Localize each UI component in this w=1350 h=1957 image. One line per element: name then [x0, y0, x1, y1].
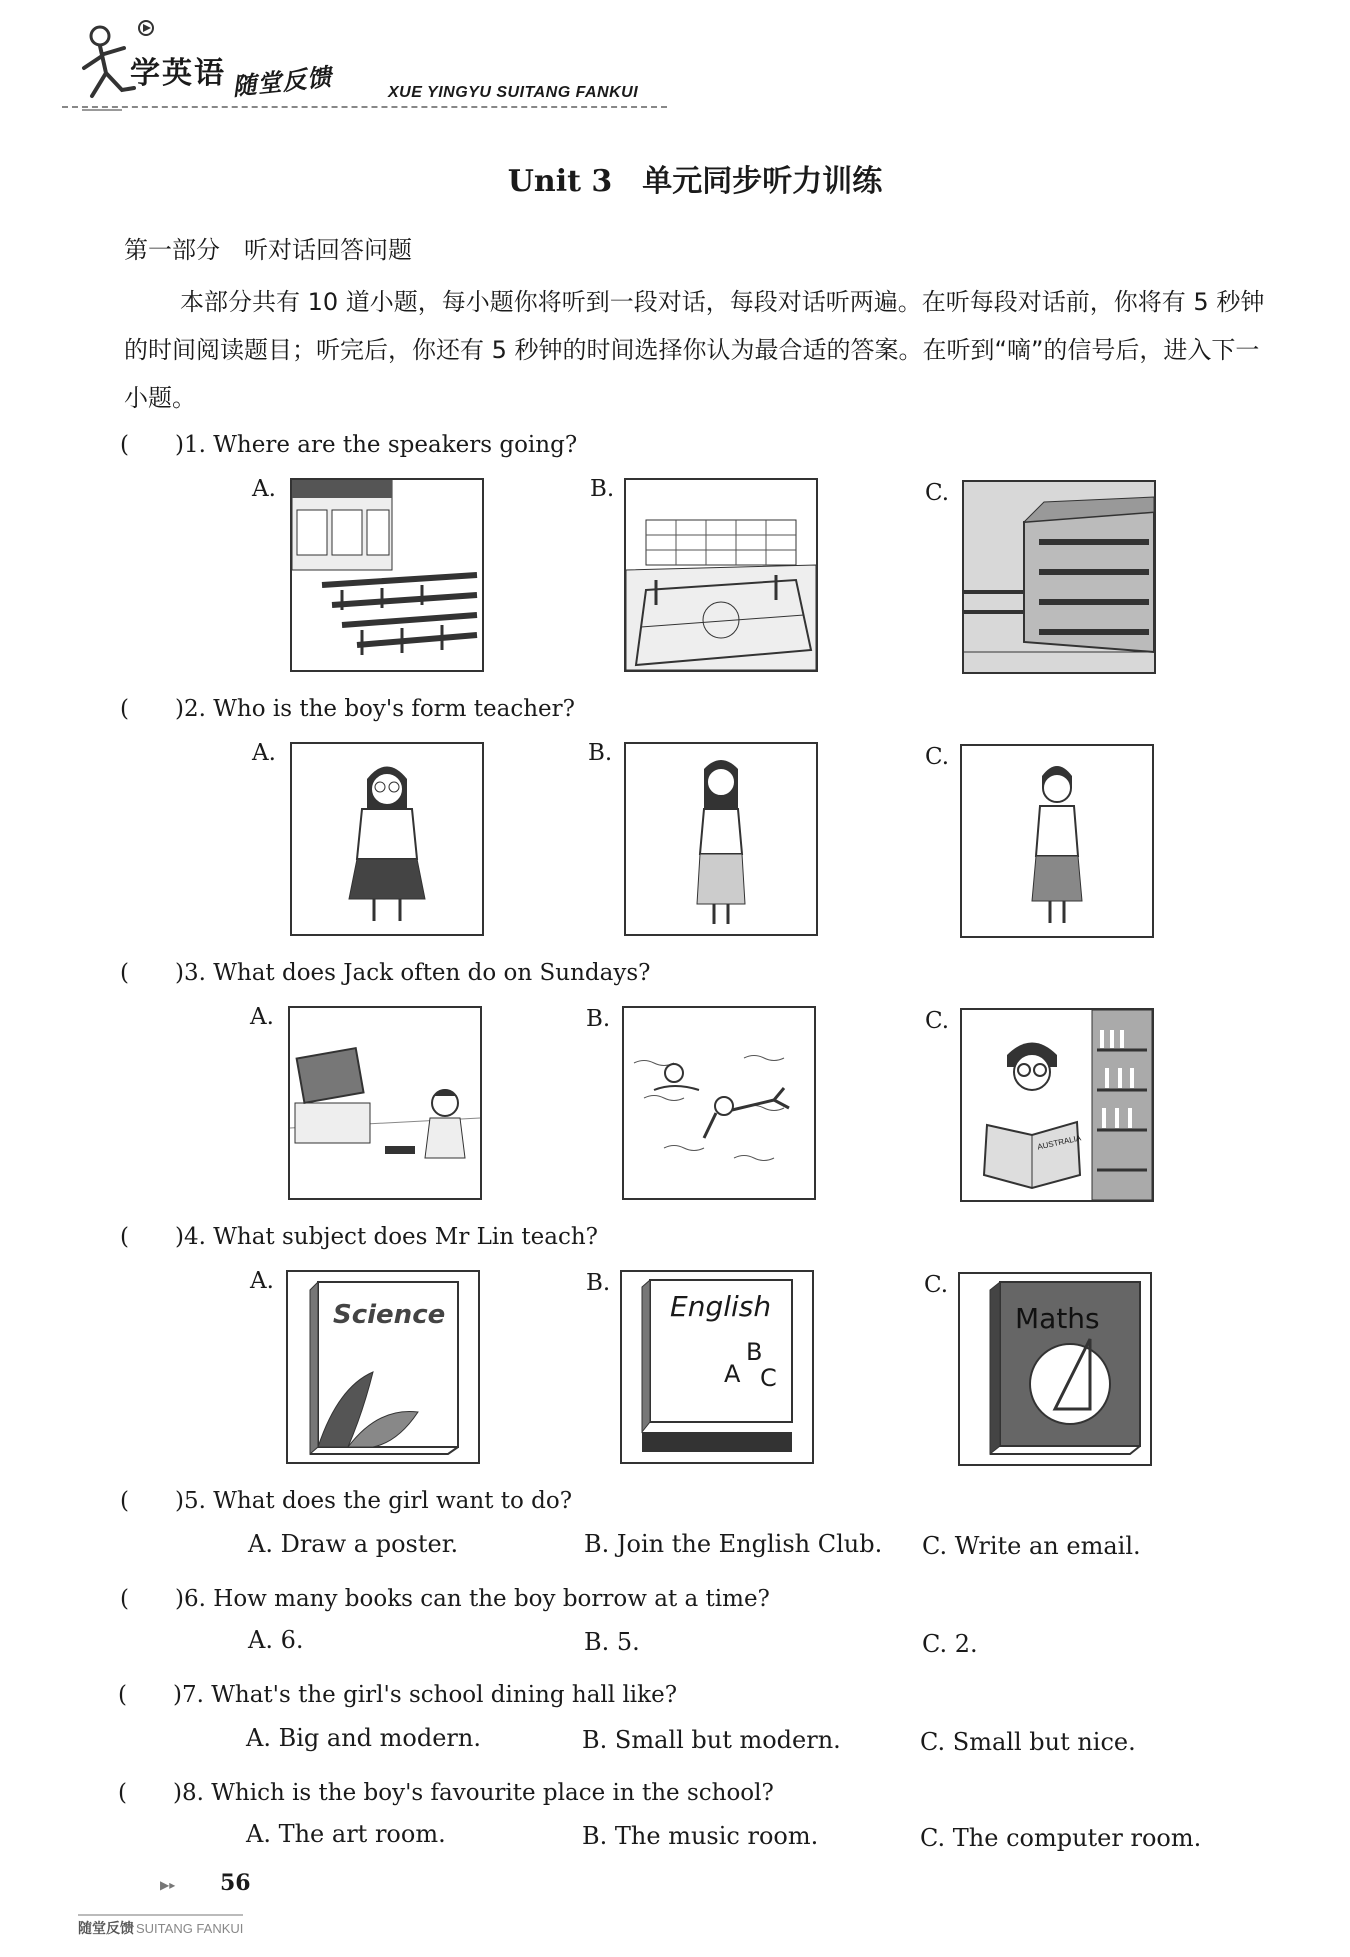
option-letter: C. [924, 1272, 949, 1298]
brand-subtitle: 随堂反馈 [231, 62, 334, 102]
book-letter-c: C [760, 1364, 777, 1392]
option-b[interactable]: B. Join the English Club. [584, 1530, 883, 1558]
book-title-maths: Maths [1015, 1302, 1100, 1335]
footer-tag [78, 1914, 243, 1938]
picture-teacher-short-hair[interactable] [960, 744, 1154, 938]
book-title-science: Science [333, 1300, 446, 1330]
book-letter-b: B [746, 1338, 763, 1366]
play-arrows-icon: ▶▸ [160, 1878, 176, 1892]
footer-tag-cn: 随堂反馈 [78, 1921, 134, 1937]
option-letter: A. [252, 740, 276, 766]
question-2 [120, 690, 575, 723]
option-letter: A. [250, 1004, 274, 1030]
question-text: 4. What subject does Mr Lin teach? [184, 1224, 598, 1250]
book-title-english: English [670, 1290, 772, 1323]
brand-title: 学英语 [130, 56, 226, 91]
answer-blank[interactable]: ( ) [120, 432, 184, 458]
question-7 [118, 1676, 677, 1709]
picture-reading[interactable] [960, 1008, 1154, 1202]
option-b[interactable]: B. 5. [584, 1628, 640, 1656]
question-text: 7. What's the girl's school dining hall like? [182, 1682, 678, 1708]
instructions: 本部分共有 10 道小题，每小题你将听到一段对话，每段对话听两遍。在听每段对话前，你将有 5 秒钟的时间阅读题目；听完后，你还有 5 秒钟的时间选择你认为最合适的答案。在听到“嘀”的信号后，进入下一小题。 [124, 288, 1265, 412]
header-rule [62, 106, 667, 108]
question-3 [120, 954, 650, 987]
option-a[interactable]: A. Draw a poster. [248, 1530, 459, 1558]
book-letter-a: A [724, 1360, 741, 1388]
option-letter: A. [252, 476, 276, 502]
question-text: 2. Who is the boy's form teacher? [184, 696, 575, 722]
answer-blank[interactable]: ( ) [120, 1224, 184, 1250]
option-letter: C. [925, 480, 950, 506]
answer-blank[interactable]: ( ) [118, 1682, 182, 1708]
option-letter: B. [588, 740, 613, 766]
picture-watching-tv[interactable] [288, 1006, 482, 1200]
option-letter: B. [586, 1006, 611, 1032]
picture-teacher-long-hair[interactable] [624, 742, 818, 936]
option-c[interactable]: C. 2. [922, 1630, 978, 1658]
answer-blank[interactable]: ( ) [120, 960, 184, 986]
option-letter: C. [925, 1008, 950, 1034]
option-b[interactable]: B. Small but modern. [582, 1726, 841, 1754]
question-5 [120, 1482, 572, 1515]
picture-science-book[interactable] [286, 1270, 480, 1464]
option-letter: A. [250, 1268, 274, 1294]
question-text: 6. How many books can the boy borrow at a time? [184, 1586, 770, 1612]
question-text: 3. What does Jack often do on Sundays? [184, 960, 651, 986]
option-a[interactable]: A. 6. [248, 1626, 304, 1654]
question-text: 5. What does the girl want to do? [184, 1488, 573, 1514]
footer-tag-en: SUITANG FANKUI [136, 1921, 244, 1936]
picture-swimming[interactable] [622, 1006, 816, 1200]
answer-blank[interactable]: ( ) [120, 1586, 184, 1612]
answer-blank[interactable]: ( ) [120, 1488, 184, 1514]
option-c[interactable]: C. Write an email. [922, 1532, 1141, 1560]
answer-blank[interactable]: ( ) [120, 696, 184, 722]
page-title: Unit 3 单元同步听力训练 [507, 164, 883, 199]
option-letter: B. [590, 476, 615, 502]
question-text: 8. Which is the boy's favourite place in the school? [182, 1780, 774, 1806]
section-title: 第一部分 听对话回答问题 [124, 236, 412, 264]
option-b[interactable]: B. The music room. [582, 1822, 819, 1850]
picture-english-book[interactable] [620, 1270, 814, 1464]
option-letter: C. [925, 744, 950, 770]
question-6 [120, 1580, 770, 1613]
brand-pinyin: XUE YINGYU SUITANG FANKUI [388, 84, 639, 101]
option-a[interactable]: A. The art room. [246, 1820, 446, 1848]
picture-library[interactable] [962, 480, 1156, 674]
option-letter: B. [586, 1270, 611, 1296]
picture-dining-hall[interactable] [290, 478, 484, 672]
option-c[interactable]: C. The computer room. [920, 1824, 1202, 1852]
picture-playground[interactable] [624, 478, 818, 672]
picture-teacher-glasses[interactable] [290, 742, 484, 936]
question-1 [120, 426, 577, 459]
question-8 [118, 1774, 774, 1807]
question-text: 1. Where are the speakers going? [184, 432, 578, 458]
question-4 [120, 1218, 598, 1251]
answer-blank[interactable]: ( ) [118, 1780, 182, 1806]
page-number: 56 [220, 1870, 251, 1896]
option-a[interactable]: A. Big and modern. [246, 1724, 481, 1752]
picture-maths-book[interactable] [958, 1272, 1152, 1466]
book-label-australia: AUSTRALIA [1036, 1133, 1082, 1152]
option-c[interactable]: C. Small but nice. [920, 1728, 1136, 1756]
